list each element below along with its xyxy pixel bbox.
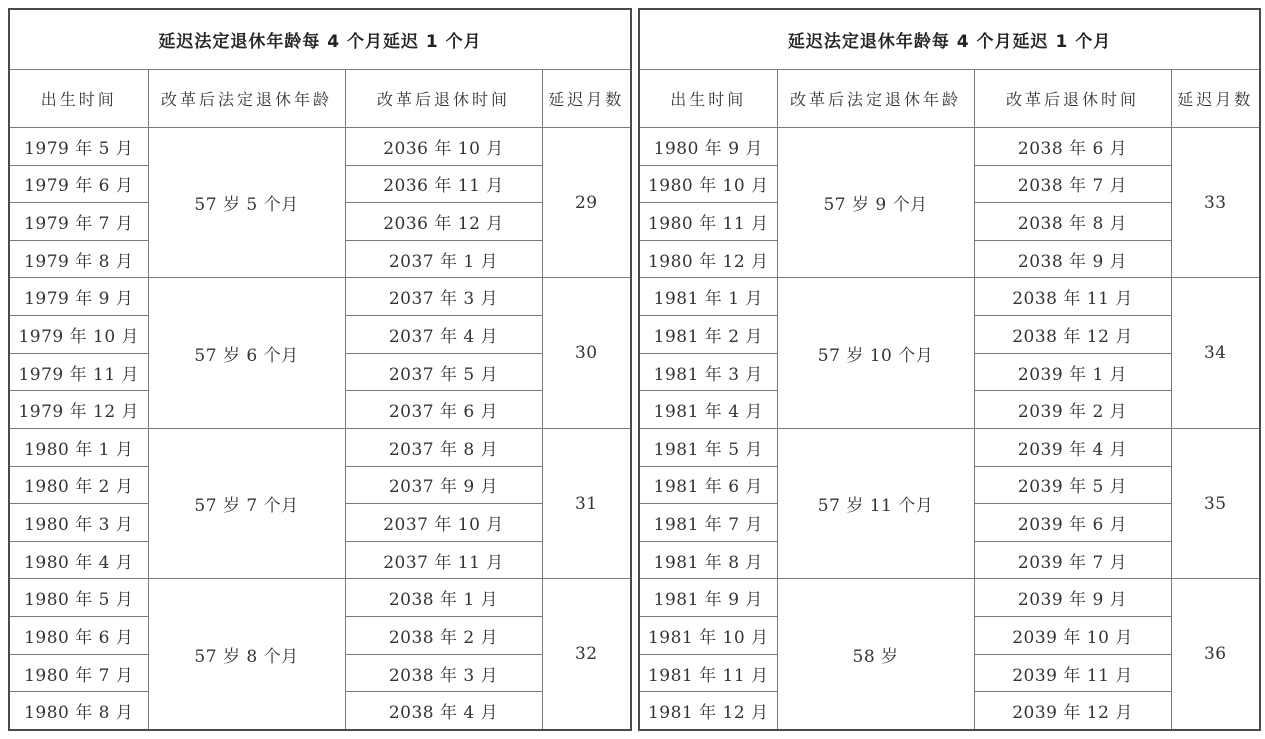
birth-cell: 1981 年 10 月 bbox=[639, 617, 777, 655]
retire-cell: 2037 年 3 月 bbox=[345, 278, 542, 316]
retire-cell: 2039 年 9 月 bbox=[974, 579, 1171, 617]
retire-cell: 2039 年 7 月 bbox=[974, 541, 1171, 579]
age-cell: 58 岁 bbox=[777, 579, 974, 730]
birth-cell: 1980 年 4 月 bbox=[9, 541, 148, 579]
birth-cell: 1981 年 7 月 bbox=[639, 504, 777, 542]
retire-cell: 2037 年 9 月 bbox=[345, 466, 542, 504]
birth-cell: 1979 年 10 月 bbox=[9, 316, 148, 354]
table-header-row bbox=[9, 70, 631, 128]
table-row bbox=[639, 428, 1260, 466]
table-row bbox=[9, 428, 631, 466]
retire-cell: 2037 年 8 月 bbox=[345, 428, 542, 466]
birth-cell: 1981 年 1 月 bbox=[639, 278, 777, 316]
header-delay-months: 延迟月数 bbox=[542, 70, 631, 128]
header-birth-time: 出生时间 bbox=[639, 70, 777, 128]
retire-cell: 2038 年 6 月 bbox=[974, 127, 1171, 165]
table-row bbox=[639, 579, 1260, 617]
age-cell: 57 岁 11 个月 bbox=[777, 428, 974, 579]
retire-cell: 2039 年 12 月 bbox=[974, 692, 1171, 730]
retire-cell: 2038 年 4 月 bbox=[345, 692, 542, 730]
retire-cell: 2039 年 6 月 bbox=[974, 504, 1171, 542]
retirement-table-left bbox=[8, 8, 632, 731]
birth-cell: 1981 年 11 月 bbox=[639, 654, 777, 692]
birth-cell: 1981 年 9 月 bbox=[639, 579, 777, 617]
birth-cell: 1980 年 8 月 bbox=[9, 692, 148, 730]
birth-cell: 1981 年 3 月 bbox=[639, 353, 777, 391]
retire-cell: 2039 年 2 月 bbox=[974, 391, 1171, 429]
birth-cell: 1980 年 6 月 bbox=[9, 617, 148, 655]
retire-cell: 2039 年 1 月 bbox=[974, 353, 1171, 391]
retire-cell: 2037 年 5 月 bbox=[345, 353, 542, 391]
table-row bbox=[639, 278, 1260, 316]
age-cell: 57 岁 9 个月 bbox=[777, 127, 974, 278]
table-title-row bbox=[9, 9, 631, 70]
retire-cell: 2039 年 11 月 bbox=[974, 654, 1171, 692]
retire-cell: 2037 年 11 月 bbox=[345, 541, 542, 579]
retire-cell: 2039 年 5 月 bbox=[974, 466, 1171, 504]
birth-cell: 1980 年 2 月 bbox=[9, 466, 148, 504]
retire-cell: 2037 年 1 月 bbox=[345, 240, 542, 278]
birth-cell: 1981 年 12 月 bbox=[639, 692, 777, 730]
age-cell: 57 岁 6 个月 bbox=[148, 278, 345, 429]
birth-cell: 1979 年 6 月 bbox=[9, 165, 148, 203]
retirement-table-right bbox=[638, 8, 1261, 731]
table-title-row bbox=[639, 9, 1260, 70]
birth-cell: 1980 年 10 月 bbox=[639, 165, 777, 203]
birth-cell: 1980 年 1 月 bbox=[9, 428, 148, 466]
birth-cell: 1979 年 7 月 bbox=[9, 203, 148, 241]
table-row bbox=[639, 127, 1260, 165]
delay-cell: 35 bbox=[1171, 428, 1260, 579]
birth-cell: 1980 年 12 月 bbox=[639, 240, 777, 278]
retire-cell: 2038 年 11 月 bbox=[974, 278, 1171, 316]
retire-cell: 2038 年 2 月 bbox=[345, 617, 542, 655]
delay-cell: 34 bbox=[1171, 278, 1260, 429]
retire-cell: 2039 年 4 月 bbox=[974, 428, 1171, 466]
birth-cell: 1980 年 3 月 bbox=[9, 504, 148, 542]
header-retirement-age: 改革后法定退休年龄 bbox=[777, 70, 974, 128]
retire-cell: 2038 年 12 月 bbox=[974, 316, 1171, 354]
table-title: 延迟法定退休年龄每 4 个月延迟 1 个月 bbox=[639, 9, 1260, 70]
retire-cell: 2038 年 1 月 bbox=[345, 579, 542, 617]
retire-cell: 2037 年 6 月 bbox=[345, 391, 542, 429]
birth-cell: 1979 年 8 月 bbox=[9, 240, 148, 278]
age-cell: 57 岁 8 个月 bbox=[148, 579, 345, 730]
retire-cell: 2038 年 7 月 bbox=[974, 165, 1171, 203]
retire-cell: 2037 年 4 月 bbox=[345, 316, 542, 354]
retire-cell: 2036 年 10 月 bbox=[345, 127, 542, 165]
table-header-row bbox=[639, 70, 1260, 128]
header-retirement-time: 改革后退休时间 bbox=[345, 70, 542, 128]
delay-cell: 33 bbox=[1171, 127, 1260, 278]
header-birth-time: 出生时间 bbox=[9, 70, 148, 128]
birth-cell: 1979 年 11 月 bbox=[9, 353, 148, 391]
retire-cell: 2038 年 3 月 bbox=[345, 654, 542, 692]
retire-cell: 2038 年 8 月 bbox=[974, 203, 1171, 241]
birth-cell: 1981 年 8 月 bbox=[639, 541, 777, 579]
table-row bbox=[9, 579, 631, 617]
birth-cell: 1981 年 5 月 bbox=[639, 428, 777, 466]
delay-cell: 30 bbox=[542, 278, 631, 429]
birth-cell: 1981 年 4 月 bbox=[639, 391, 777, 429]
birth-cell: 1979 年 9 月 bbox=[9, 278, 148, 316]
table-title: 延迟法定退休年龄每 4 个月延迟 1 个月 bbox=[9, 9, 631, 70]
age-cell: 57 岁 7 个月 bbox=[148, 428, 345, 579]
delay-cell: 36 bbox=[1171, 579, 1260, 730]
birth-cell: 1980 年 5 月 bbox=[9, 579, 148, 617]
header-retirement-time: 改革后退休时间 bbox=[974, 70, 1171, 128]
birth-cell: 1980 年 11 月 bbox=[639, 203, 777, 241]
birth-cell: 1979 年 5 月 bbox=[9, 127, 148, 165]
retire-cell: 2036 年 12 月 bbox=[345, 203, 542, 241]
retire-cell: 2037 年 10 月 bbox=[345, 504, 542, 542]
retire-cell: 2038 年 9 月 bbox=[974, 240, 1171, 278]
birth-cell: 1981 年 2 月 bbox=[639, 316, 777, 354]
header-retirement-age: 改革后法定退休年龄 bbox=[148, 70, 345, 128]
retire-cell: 2036 年 11 月 bbox=[345, 165, 542, 203]
delay-cell: 31 bbox=[542, 428, 631, 579]
birth-cell: 1980 年 7 月 bbox=[9, 654, 148, 692]
table-row bbox=[9, 278, 631, 316]
age-cell: 57 岁 5 个月 bbox=[148, 127, 345, 278]
header-delay-months: 延迟月数 bbox=[1171, 70, 1260, 128]
retirement-tables bbox=[8, 8, 1257, 731]
table-row bbox=[9, 127, 631, 165]
birth-cell: 1981 年 6 月 bbox=[639, 466, 777, 504]
birth-cell: 1980 年 9 月 bbox=[639, 127, 777, 165]
retire-cell: 2039 年 10 月 bbox=[974, 617, 1171, 655]
age-cell: 57 岁 10 个月 bbox=[777, 278, 974, 429]
birth-cell: 1979 年 12 月 bbox=[9, 391, 148, 429]
delay-cell: 29 bbox=[542, 127, 631, 278]
delay-cell: 32 bbox=[542, 579, 631, 730]
